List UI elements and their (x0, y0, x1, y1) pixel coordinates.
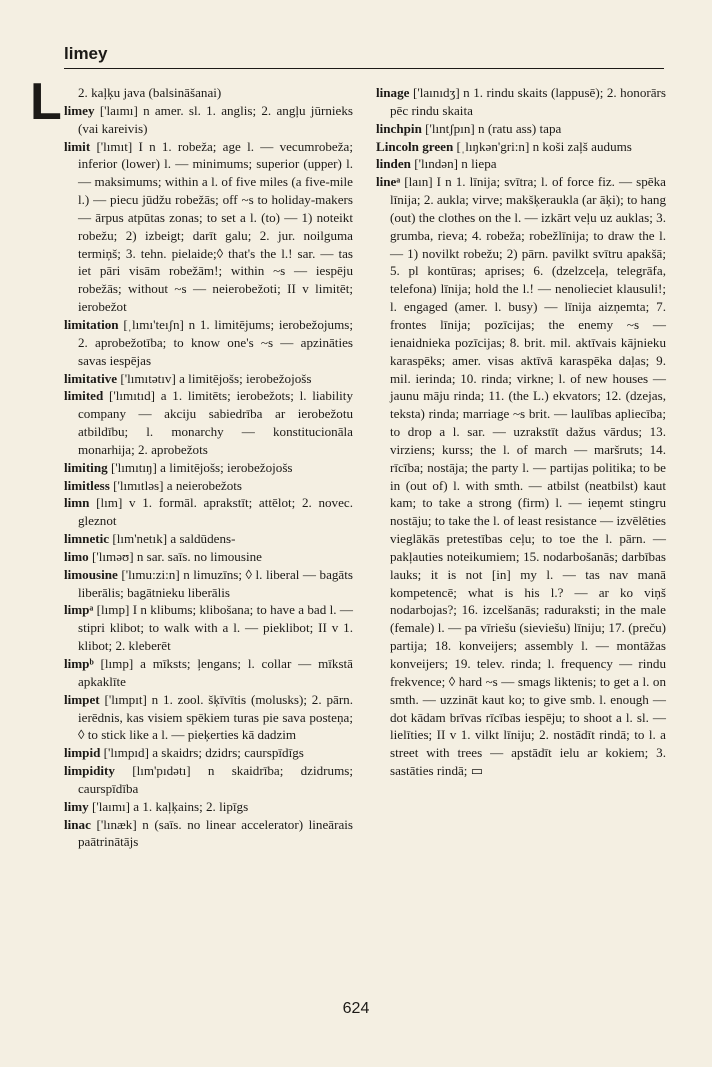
dictionary-entry (64, 459, 353, 477)
dictionary-entry (64, 601, 353, 655)
entry-definition: ['lımıtətıv] a limitējošs; ierobežojošs (120, 370, 312, 386)
dictionary-entry (64, 387, 353, 458)
entry-definition: ['laımı] n amer. sl. 1. anglis; 2. angļu jūrnieks (vai kareivis) (78, 102, 353, 136)
entry-definition: ['laımı] a 1. kaļķains; 2. lipīgs (92, 798, 249, 814)
entry-headword: limo (64, 548, 89, 564)
entry-headword: Lincoln green (376, 138, 454, 154)
entry-headword: limnetic (64, 531, 110, 547)
dictionary-entry (64, 477, 353, 495)
entry-headword: limitless (64, 477, 110, 493)
entry-headword: limit (64, 138, 91, 154)
dictionary-entry (376, 84, 666, 120)
entry-headword: linage (376, 85, 410, 100)
dictionary-entry (64, 138, 353, 316)
entry-definition: [lımp] a mīksts; ļengans; l. collar — mīkstā apkaklīte (78, 656, 353, 689)
dictionary-entry (64, 102, 353, 138)
dictionary-entry (64, 816, 353, 852)
header-rule (64, 68, 664, 69)
entry-definition: ['lımıt] I n 1. robeža; age l. — vecumrobeža; inferior (lower) l. — minimums; superior (upper) l. — maksimums; within a l. of five miles (a five-mile l.) — piecu jūdžu robežās; off ~s to holiday-makers — ārpus atpūtas zonas; to set a l. (to) — 1) noteikt robežu; 2) izbeigt; darīt galu; 2. jur. noilguma termiņš; 3. tehn. pielaide;◊ that's the l.! sar. — tas iet pāri visām robežām!; within ~s — iespēju robežās; without ~s — neierobežoti; II v limitēt; ierobežot (78, 138, 353, 315)
left-column (64, 84, 353, 851)
entry-definition: [lım'netık] a saldūdens- (112, 531, 236, 547)
dictionary-entry (64, 566, 353, 602)
entry-headword: lineᵃ (376, 174, 401, 190)
dictionary-entry (64, 798, 353, 816)
entry-definition: [ˌlımı'teıʃn] n 1. limitējums; ierobežojums; 2. aprobežotība; to know one's ~s — apzināties savas iespējas (78, 316, 353, 368)
entry-definition: [lımp] I n klibums; klibošana; to have a bad l. — stipri klibot; to walk with a l. — pieklibot; II v 1. klibot; 2. kleberēt (78, 602, 353, 654)
dictionary-entry (64, 744, 353, 762)
entry-definition: [laın] I n 1. līnija; svītra; l. of force fiz. — spēka līnija; 2. aukla; virve; makšķeraukla (ar āķi); to hang (out) the clothes on the l. — izkārt veļu uz auklas; 3. grumba, rieva; 4. robeža; robežlīnija; to draw the l. — 1) novilkt robežu; 2) pārn. pavilkt svītru apakšā; 5. pl kontūras; aprises; 6. (dzelzceļa, telegrāfa, telefona) līnija; hold the l.! — nenolieciet klausuli!; l. engaged (amer. l. busy) — līnija aizņemta; 7. frontes līnija; pozīcijas; the enemy ~s — ienaidnieka pozīcijas; 8. brit. mil. aktīvais kājnieku karaspēks; amer. visas aktīvā karaspēka daļas; 9. mil. ierinda; 10. rinda; virkne; l. of new houses — jaunu māju rinda; 11. (the L.) ekvators; 12. (dzejas, teksta) rinda; marriage ~s brit. — laulības apliecība; to drop a l. sar. — uzrakstīt dažus vārdus; 13. virziens; kurss; the l. of march — maršruts; 14. rīcība; nostāja; the party l. — partijas politika; to be in (out of) l. with smth. — atbilst (neatbilst) kaut kam; to take a strong (firm) l. — ieņemt stingru nostāju; to take the l. of least resistance — izvēlēties vieglākās pretestības ceļu; to toe the l. pārn. — pakļauties noteikumiem; 15. nodarbošanās; darbības lauks; it is not [in] my l. — tas nav manā kompetencē; what is his l.? — ar ko viņš nodarbojas?; 16. izcelšanās; raduraksti; in the male (female) l. — pa vīriešu (sieviešu) līniju; 17. (preču) partija; 18. konveijers; assembly l. — montāžas konveijers; 19. telev. rinda; l. frequency — rindu frekvence; ◊ hard ~s — smags liktenis; to get a l. on smth. — uzzināt kaut ko; to give smb. l. enough — dot kādam brīvas rīcības iespēju; to shoot a l. sl. — lielīties; II v 1. vilkt līniju; 2. nostādīt rindā; to l. a street with trees — apstādīt ielu ar kokiem; 3. sastāties rindā; ▭ (390, 174, 666, 779)
entry-headword: limpᵃ (64, 602, 94, 618)
dictionary-entry (64, 530, 353, 548)
entry-headword: limitation (64, 316, 119, 332)
dictionary-entry (376, 155, 666, 173)
entry-definition: ['lımıtləs] a neierobežots (113, 477, 242, 493)
entry-headword: limey (64, 102, 95, 118)
entry-definition: [lım'pıdətı] n skaidrība; dzidrums; caurspīdība (78, 763, 353, 796)
entry-definition: ['lımpıd] a skaidrs; dzidrs; caurspīdīgs (103, 745, 304, 761)
dictionary-entry (376, 138, 666, 156)
dictionary-entry (64, 370, 353, 388)
entry-headword: limousine (64, 566, 118, 582)
entry-headword: limpᵇ (64, 656, 94, 671)
entry-definition: ['lımıtıd] a 1. limitēts; ierobežots; l. liability company — akciju sabiedrība ar ierobežotu atbildību; l. monarchy — konstitucionāla monarhija; 2. aprobežots (78, 388, 353, 457)
entry-headword: limiting (64, 459, 108, 475)
entry-headword: limpidity (64, 763, 115, 779)
right-column (376, 84, 666, 780)
dictionary-entry (64, 655, 353, 691)
entry-headword: limn (64, 495, 90, 511)
entry-headword: limpet (64, 691, 100, 707)
entry-definition: ['laınıdʒ] n 1. rindu skaits (lappusē); 2. honorārs pēc rindu skaita (390, 85, 666, 118)
entry-definition: ['lıntʃpın] n (ratu ass) tapa (425, 120, 562, 136)
entry-definition: [lım] v 1. formāl. aprakstīt; attēlot; 2. novec. gleznot (78, 495, 353, 529)
dictionary-entry (64, 691, 353, 745)
thumb-index-letter: L (30, 73, 62, 131)
page-number: 624 (342, 1000, 370, 1017)
entry-definition: ['lındən] n liepa (414, 156, 497, 172)
dictionary-entry (64, 548, 353, 566)
entry-definition: ['lımu:zi:n] n limuzīns; ◊ l. liberal — bagāts liberālis; bagātnieku liberālis (78, 566, 353, 600)
entry-headword: limpid (64, 745, 101, 761)
entry-definition: ['lıməʊ] n sar. saīs. no limousine (92, 548, 262, 564)
entry-definition: [ˌlıŋkən'gri:n] n koši zaļš audums (456, 138, 632, 154)
dictionary-entry (376, 120, 666, 138)
running-head: limey (64, 44, 108, 63)
entry-headword: linden (376, 156, 411, 172)
entry-definition: ['lınæk] n (saīs. no linear accelerator) lineārais paātrinātājs (78, 816, 353, 850)
dictionary-entry (64, 316, 353, 370)
entry-headword: limy (64, 798, 89, 814)
dictionary-entry (64, 494, 353, 530)
entry-definition: ['lımpıt] n 1. zool. šķīvītis (molusks); 2. pārn. ierēdnis, kas visiem spēkiem turas pie sava posteņa; ◊ to stick like a l. — pieķerties kā dadzim (78, 691, 353, 743)
entry-headword: limitative (64, 370, 118, 386)
dictionary-entry (376, 173, 666, 780)
entry-definition: 2. kaļķu java (balsināšanai) (78, 85, 222, 100)
entry-definition: ['lımıtıŋ] a limitējošs; ierobežojošs (110, 459, 293, 475)
entry-headword: linchpin (376, 120, 422, 136)
dictionary-entry (64, 762, 353, 798)
entry-headword: limited (64, 388, 104, 404)
dictionary-entry (64, 84, 353, 102)
entry-headword: linac (64, 816, 91, 832)
